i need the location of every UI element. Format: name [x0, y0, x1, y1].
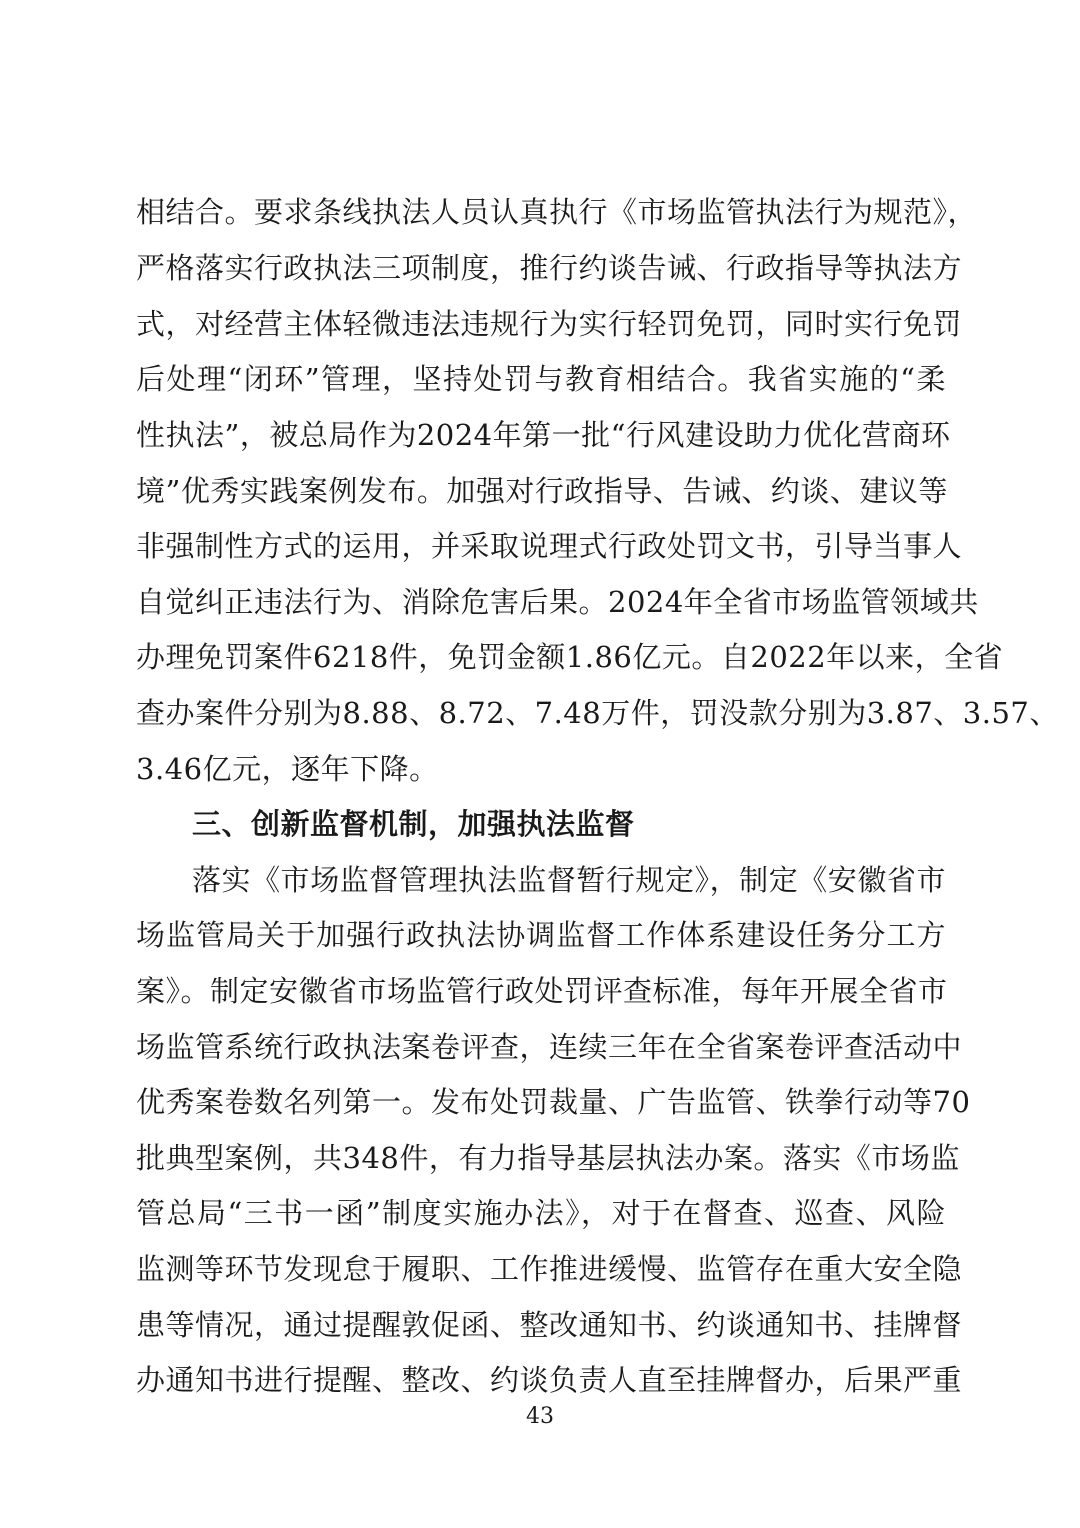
section-heading: 三、创新监督机制，加强执法监督 [192, 807, 635, 841]
text-line: 非强制性方式的运用，并采取说理式行政处罚文书，引导当事人 [136, 529, 963, 563]
text-line: 批典型案例，共348件，有力指导基层执法办案。落实《市场监 [136, 1141, 960, 1175]
text-line: 落实《市场监督管理执法监督暂行规定》，制定《安徽省市 [192, 863, 946, 897]
text-line: 相结合。要求条线执法人员认真执行《市场监管执法行为规范》， [136, 195, 978, 229]
text-line: 办理免罚案件6218件，免罚金额1.86亿元。自2022年以来，全省 [136, 640, 1004, 674]
text-line: 境”优秀实践案例发布。加强对行政指导、告诫、约谈、建议等 [136, 474, 948, 508]
text-line: 管总局“三书一函”制度实施办法》，对于在督查、巡查、风险 [136, 1196, 946, 1230]
text-line: 查办案件分别为8.88、8.72、7.48万件，罚没款分别为3.87、3.57、 [136, 696, 1059, 730]
text-line: 办通知书进行提醒、整改、约谈负责人直至挂牌督办，后果严重 [136, 1363, 963, 1397]
text-line: 式，对经营主体轻微违法违规行为实行轻罚免罚，同时实行免罚 [136, 307, 963, 341]
text-line: 案》。制定安徽省市场监管行政处罚评查标准，每年开展全省市 [136, 974, 948, 1008]
text-line: 场监管系统行政执法案卷评查，连续三年在全省案卷评查活动中 [136, 1030, 963, 1064]
text-line: 监测等环节发现怠于履职、工作推进缓慢、监管存在重大安全隐 [136, 1252, 963, 1286]
text-line: 性执法”，被总局作为2024年第一批“行风建设助力优化营商环 [136, 418, 951, 452]
text-line: 自觉纠正违法行为、消除危害后果。2024年全省市场监管领域共 [136, 585, 979, 619]
text-line: 场监管局关于加强行政执法协调监督工作体系建设任务分工方 [136, 918, 946, 952]
text-line: 后处理“闭环”管理，坚持处罚与教育相结合。我省实施的“柔 [136, 362, 946, 396]
text-line: 3.46亿元，逐年下降。 [136, 752, 439, 786]
text-line: 严格落实行政执法三项制度，推行约谈告诫、行政指导等执法方 [136, 251, 963, 285]
page-number: 43 [526, 1404, 554, 1429]
text-line: 患等情况，通过提醒敦促函、整改通知书、约谈通知书、挂牌督 [136, 1308, 963, 1342]
text-line: 优秀案卷数名列第一。发布处罚裁量、广告监管、铁拳行动等70 [136, 1085, 971, 1119]
